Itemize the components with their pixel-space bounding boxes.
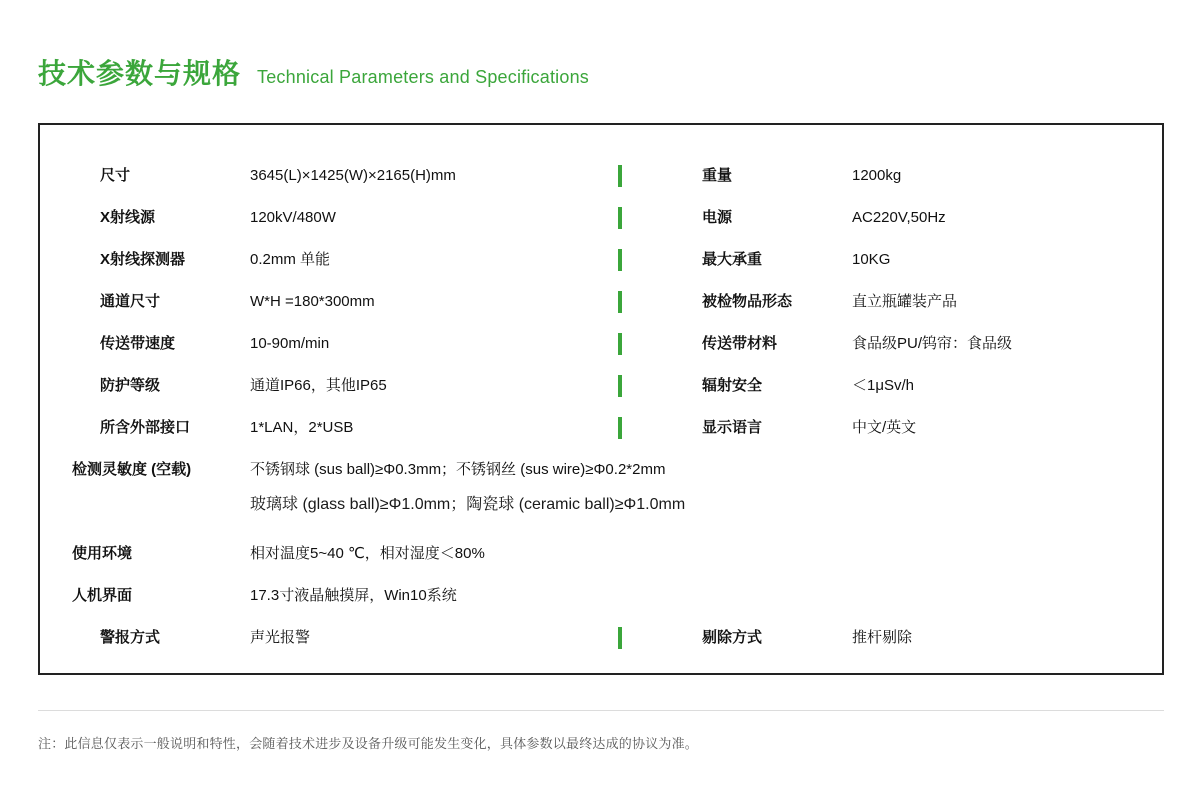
spec-value: 声光报警 (250, 629, 311, 646)
spec-label: 被检物品形态 (702, 293, 793, 310)
spec-label: 传送带材料 (702, 335, 778, 352)
spec-label: 所含外部接口 (100, 419, 191, 436)
spec-label: 传送带速度 (100, 335, 176, 352)
spec-value: 直立瓶罐装产品 (852, 293, 958, 310)
spec-label: 通道尺寸 (100, 293, 161, 310)
page-title-cn: 技术参数与规格 (38, 58, 242, 89)
spec-rows (40, 125, 1162, 659)
spec-label: 辐射安全 (702, 377, 763, 394)
page-title (38, 52, 589, 92)
spec-value: 0.2mm 单能 (250, 251, 331, 268)
spec-label: 尺寸 (100, 167, 131, 184)
spec-value: 中文/英文 (852, 419, 917, 436)
table-row (40, 155, 1162, 197)
table-row (40, 533, 1162, 575)
spec-value: 10-90m/min (250, 335, 330, 352)
column-separator (618, 417, 622, 439)
spec-value: 玻璃球 (glass ball)≥Φ1.0mm；陶瓷球 (ceramic ball)≥Φ1.0mm (250, 496, 686, 513)
spec-value: 10KG (852, 251, 891, 268)
table-row (40, 365, 1162, 407)
table-row (40, 407, 1162, 449)
spec-value: 1200kg (852, 167, 902, 184)
table-row (40, 449, 1162, 491)
spec-value: ＜1μSv/h (852, 377, 914, 394)
spec-label: 警报方式 (100, 629, 161, 646)
spec-label: 使用环境 (72, 545, 133, 562)
spec-value: 3645(L)×1425(W)×2165(H)mm (250, 167, 456, 184)
spec-label: 剔除方式 (702, 629, 763, 646)
spec-value: 推杆剔除 (852, 629, 913, 646)
spec-label: 检测灵敏度 (空载) (72, 461, 192, 478)
table-row (40, 281, 1162, 323)
spec-value: 不锈钢球 (sus ball)≥Φ0.3mm；不锈钢丝 (sus wire)≥Φ0.2*2mm (250, 461, 666, 478)
spec-value: 17.3寸液晶触摸屏，Win10系统 (250, 587, 457, 604)
spec-value: W*H =180*300mm (250, 293, 375, 310)
column-separator (618, 333, 622, 355)
column-separator (618, 291, 622, 313)
spec-value: 120kV/480W (250, 209, 336, 226)
column-separator (618, 627, 622, 649)
spec-value: 相对温度5~40 ℃，相对湿度＜80% (250, 545, 485, 562)
spec-label: X射线探测器 (100, 251, 186, 268)
table-row (40, 491, 1162, 533)
spec-label: 显示语言 (702, 419, 763, 436)
spec-label: 最大承重 (702, 251, 763, 268)
spec-label: X射线源 (100, 209, 156, 226)
spec-label: 电源 (702, 209, 733, 226)
spec-label: 重量 (702, 167, 733, 184)
footer-divider (38, 710, 1164, 711)
page-title-en: Technical Parameters and Specifications (257, 67, 589, 87)
table-row (40, 239, 1162, 281)
column-separator (618, 249, 622, 271)
column-separator (618, 207, 622, 229)
table-row (40, 575, 1162, 617)
column-separator (618, 165, 622, 187)
spec-value: AC220V,50Hz (852, 209, 946, 226)
spec-label: 人机界面 (72, 587, 133, 604)
spec-value: 1*LAN，2*USB (250, 419, 354, 436)
column-separator (618, 375, 622, 397)
footer-note: 注：此信息仅表示一般说明和特性，会随着技术进步及设备升级可能发生变化，具体参数以最终达成的协议为准。 (38, 736, 699, 751)
spec-value: 通道IP66，其他IP65 (250, 377, 387, 394)
specifications-table (38, 123, 1164, 675)
table-row (40, 197, 1162, 239)
table-row (40, 617, 1162, 659)
table-row (40, 323, 1162, 365)
spec-label: 防护等级 (100, 377, 161, 394)
spec-value: 食品级PU/钨帘：食品级 (852, 335, 1013, 352)
